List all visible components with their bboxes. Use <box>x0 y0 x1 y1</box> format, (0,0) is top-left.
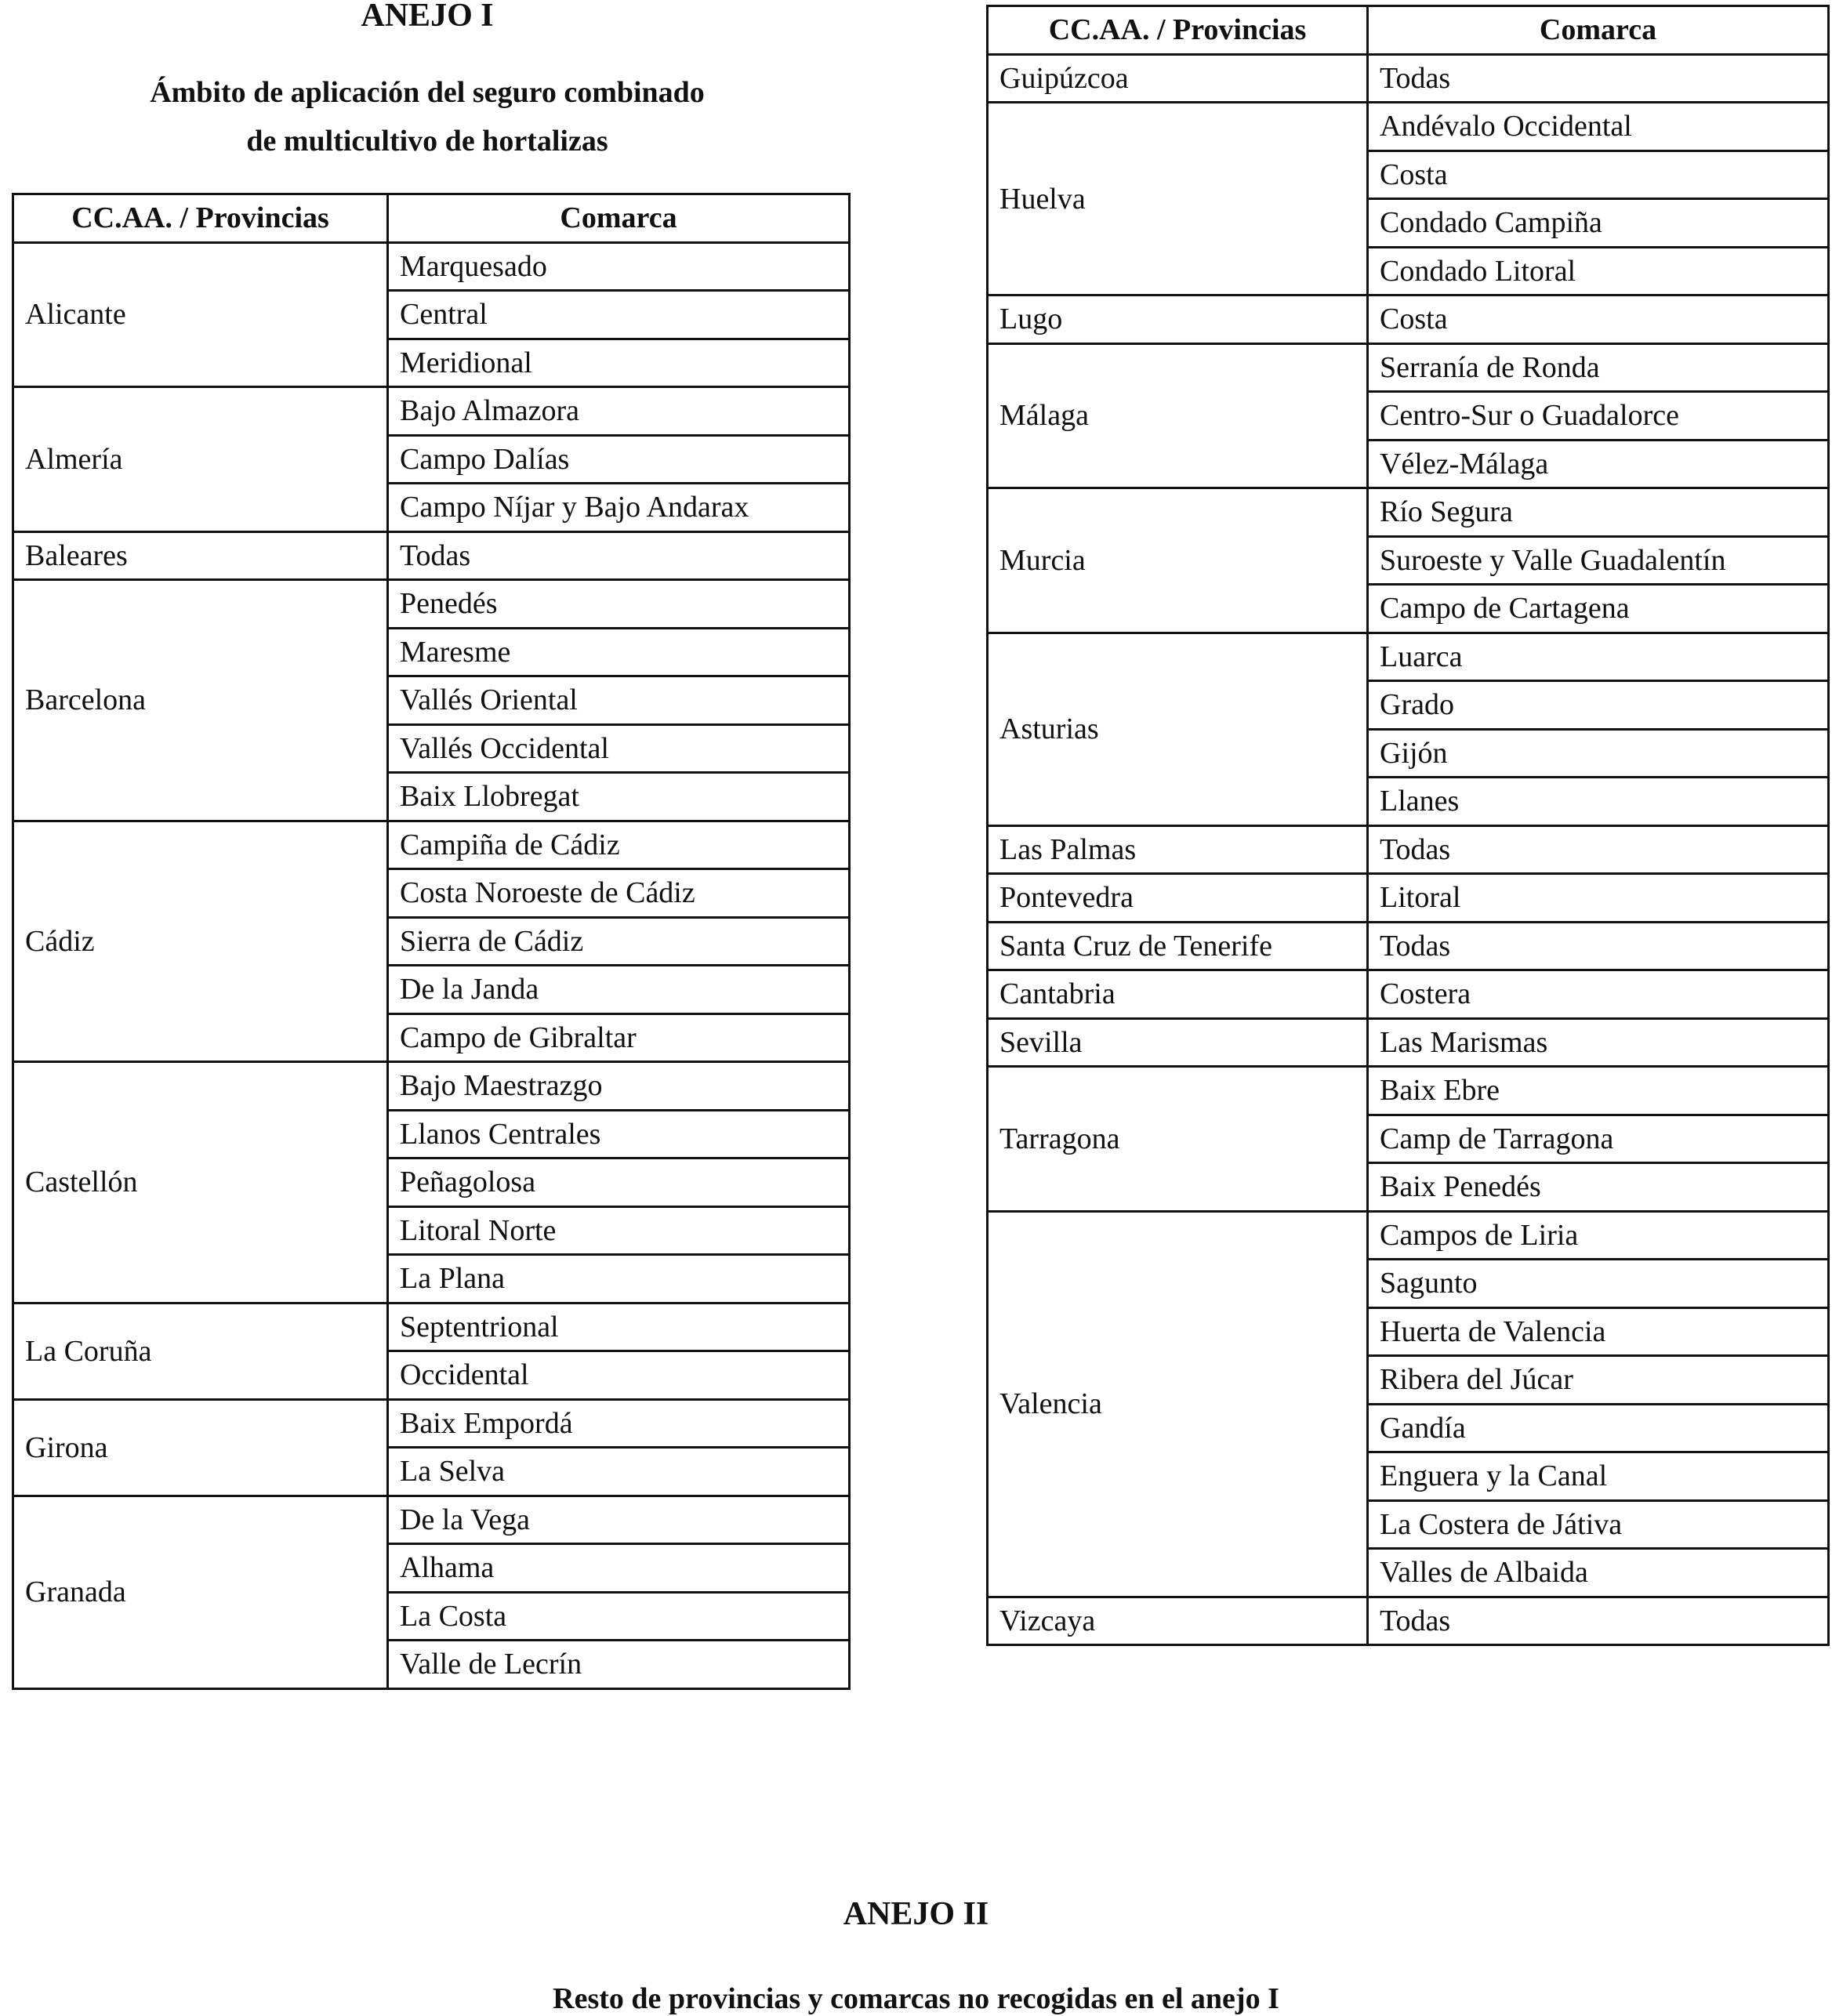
comarca-cell: Todas <box>388 531 850 580</box>
comarca-cell: Baix Empordá <box>388 1399 850 1448</box>
comarca-cell: Todas <box>1368 54 1829 103</box>
comarca-cell: Litoral <box>1368 874 1829 923</box>
provincia-cell: Alicante <box>13 242 388 387</box>
table-row <box>988 825 1829 874</box>
table-row <box>988 488 1829 537</box>
table-row <box>988 54 1829 103</box>
comarca-cell: Penedés <box>388 580 850 629</box>
comarca-cell: Camp de Tarragona <box>1368 1115 1829 1163</box>
comarca-cell: Costa <box>1368 150 1829 199</box>
header-provincias: CC.AA. / Provincias <box>988 6 1368 55</box>
comarca-cell: Valles de Albaida <box>1368 1549 1829 1597</box>
comarca-cell: Campiña de Cádiz <box>388 821 850 869</box>
comarca-cell: Centro-Sur o Guadalorce <box>1368 392 1829 441</box>
provincia-cell: Guipúzcoa <box>988 54 1368 103</box>
comarca-cell: Llanes <box>1368 778 1829 826</box>
comarca-cell: Campos de Liria <box>1368 1211 1829 1260</box>
provincia-cell: Barcelona <box>13 580 388 821</box>
comarca-cell: Peñagolosa <box>388 1158 850 1207</box>
comarca-cell: Bajo Maestrazgo <box>388 1062 850 1111</box>
anejo1-subtitle-line2: de multicultivo de hortalizas <box>246 125 608 158</box>
comarca-cell: La Selva <box>388 1448 850 1496</box>
table-row <box>988 103 1829 151</box>
comarca-cell: Campo de Gibraltar <box>388 1013 850 1062</box>
header-provincias: CC.AA. / Provincias <box>13 194 388 243</box>
comarca-cell: Grado <box>1368 681 1829 730</box>
provincia-cell: Granada <box>13 1496 388 1688</box>
table-row <box>988 922 1829 970</box>
comarca-cell: Costera <box>1368 970 1829 1019</box>
comarca-cell: Alhama <box>388 1544 850 1593</box>
comarca-cell: Maresme <box>388 628 850 676</box>
table-row <box>13 1062 850 1111</box>
provincia-cell: La Coruña <box>13 1303 388 1399</box>
comarca-cell: La Costa <box>388 1592 850 1641</box>
table-row <box>13 580 850 629</box>
comarca-cell: Las Marismas <box>1368 1018 1829 1067</box>
table-row <box>988 874 1829 923</box>
right-provinces-table <box>986 5 1830 1646</box>
provincia-cell: Las Palmas <box>988 825 1368 874</box>
provincia-cell: Málaga <box>988 343 1368 488</box>
table-row <box>13 821 850 869</box>
comarca-cell: Meridional <box>388 339 850 387</box>
table-row <box>988 296 1829 344</box>
provincia-cell: Cádiz <box>13 821 388 1062</box>
provincia-cell: Baleares <box>13 531 388 580</box>
table-row <box>988 343 1829 392</box>
comarca-cell: Suroeste y Valle Guadalentín <box>1368 536 1829 585</box>
provincia-cell: Murcia <box>988 488 1368 633</box>
provincia-cell: Sevilla <box>988 1018 1368 1067</box>
comarca-cell: Vélez-Málaga <box>1368 440 1829 488</box>
comarca-cell: Condado Litoral <box>1368 247 1829 296</box>
table-row <box>13 1399 850 1448</box>
provincia-cell: Lugo <box>988 296 1368 344</box>
table-row <box>988 1597 1829 1645</box>
comarca-cell: Bajo Almazora <box>388 387 850 436</box>
table-row <box>13 531 850 580</box>
table-row <box>988 970 1829 1019</box>
comarca-cell: Valle de Lecrín <box>388 1641 850 1689</box>
header-comarca: Comarca <box>1368 6 1829 55</box>
table-row <box>13 1496 850 1544</box>
comarca-cell: Todas <box>1368 922 1829 970</box>
table-row <box>988 1067 1829 1115</box>
comarca-cell: Marquesado <box>388 242 850 291</box>
table-header-row <box>13 194 850 243</box>
comarca-cell: Ribera del Júcar <box>1368 1356 1829 1405</box>
table-row <box>988 633 1829 681</box>
table-row <box>988 1211 1829 1260</box>
comarca-cell: Vallés Oriental <box>388 676 850 725</box>
table-row <box>988 1018 1829 1067</box>
comarca-cell: Sierra de Cádiz <box>388 917 850 966</box>
comarca-cell: Baix Ebre <box>1368 1067 1829 1115</box>
comarca-cell: Vallés Occidental <box>388 724 850 773</box>
anejo1-subtitle-line1: Ámbito de aplicación del seguro combinado <box>150 76 705 109</box>
comarca-cell: Septentrional <box>388 1303 850 1351</box>
comarca-cell: Sagunto <box>1368 1260 1829 1308</box>
comarca-cell: Campo de Cartagena <box>1368 585 1829 633</box>
comarca-cell: Costa Noroeste de Cádiz <box>388 869 850 918</box>
provincia-cell: Vizcaya <box>988 1597 1368 1645</box>
comarca-cell: De la Vega <box>388 1496 850 1544</box>
provincia-cell: Santa Cruz de Tenerife <box>988 922 1368 970</box>
provincia-cell: Huelva <box>988 103 1368 296</box>
provincia-cell: Almería <box>13 387 388 532</box>
comarca-cell: Enguera y la Canal <box>1368 1452 1829 1501</box>
comarca-cell: Condado Campiña <box>1368 199 1829 248</box>
table-row <box>13 1303 850 1351</box>
comarca-cell: Baix Penedés <box>1368 1163 1829 1212</box>
table-row <box>13 387 850 436</box>
comarca-cell: Todas <box>1368 825 1829 874</box>
comarca-cell: La Plana <box>388 1255 850 1304</box>
provincia-cell: Asturias <box>988 633 1368 825</box>
comarca-cell: Central <box>388 291 850 339</box>
left-provinces-table <box>12 193 851 1690</box>
anejo2-title: ANEJO II <box>843 1896 989 1932</box>
comarca-cell: Río Segura <box>1368 488 1829 537</box>
provincia-cell: Pontevedra <box>988 874 1368 923</box>
anejo1-title: ANEJO I <box>361 0 494 34</box>
comarca-cell: Gijón <box>1368 729 1829 778</box>
comarca-cell: Todas <box>1368 1597 1829 1645</box>
comarca-cell: Gandía <box>1368 1404 1829 1452</box>
comarca-cell: Campo Níjar y Bajo Andarax <box>388 484 850 532</box>
comarca-cell: La Costera de Játiva <box>1368 1500 1829 1549</box>
table-row <box>13 242 850 291</box>
provincia-cell: Cantabria <box>988 970 1368 1019</box>
comarca-cell: De la Janda <box>388 966 850 1014</box>
comarca-cell: Campo Dalías <box>388 435 850 484</box>
header-comarca: Comarca <box>388 194 850 243</box>
comarca-cell: Serranía de Ronda <box>1368 343 1829 392</box>
provincia-cell: Tarragona <box>988 1067 1368 1212</box>
comarca-cell: Litoral Norte <box>388 1206 850 1255</box>
provincia-cell: Valencia <box>988 1211 1368 1597</box>
provincia-cell: Girona <box>13 1399 388 1496</box>
provincia-cell: Castellón <box>13 1062 388 1304</box>
comarca-cell: Costa <box>1368 296 1829 344</box>
anejo2-subtitle: Resto de provincias y comarcas no recogidas en el anejo I <box>553 1982 1279 2015</box>
comarca-cell: Huerta de Valencia <box>1368 1307 1829 1356</box>
comarca-cell: Baix Llobregat <box>388 773 850 821</box>
comarca-cell: Luarca <box>1368 633 1829 681</box>
comarca-cell: Llanos Centrales <box>388 1110 850 1158</box>
table-header-row <box>988 6 1829 55</box>
comarca-cell: Occidental <box>388 1351 850 1400</box>
comarca-cell: Andévalo Occidental <box>1368 103 1829 151</box>
